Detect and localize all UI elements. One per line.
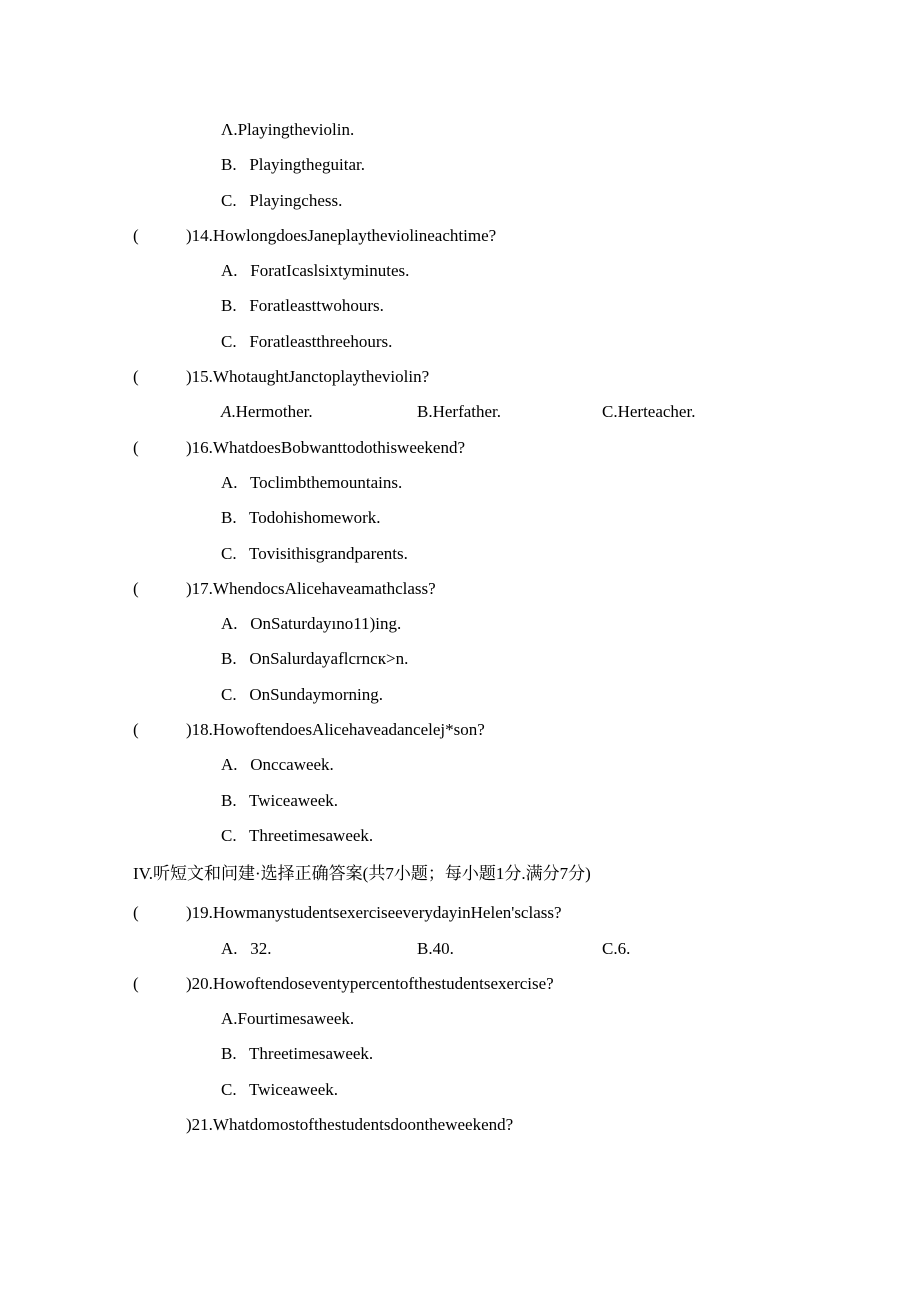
option-line	[0, 288, 920, 323]
option-text: B. Twiceaweek.	[221, 790, 338, 810]
exam-body	[0, 112, 920, 1142]
option-text: B. Threetimesaweek.	[221, 1044, 374, 1064]
option-text: A. Onccaweek.	[221, 755, 334, 775]
option-line	[0, 500, 920, 535]
option-text: A. Toclimbthemountains.	[221, 472, 403, 492]
option-text: B.40.	[417, 938, 454, 958]
option-text: B. Foratleasttwohours.	[221, 296, 384, 316]
option-text: A. ForatIcaslsixtyminutes.	[221, 261, 410, 281]
question-line	[0, 359, 920, 394]
option-row	[0, 394, 920, 429]
question-text: )14.HowlongdoesJaneplaytheviolineachtime?	[186, 225, 497, 245]
question-line	[0, 218, 920, 253]
option-line	[0, 183, 920, 218]
section-iv-header	[0, 853, 920, 895]
option-text: B.Herfather.	[417, 402, 502, 422]
question-line	[0, 430, 920, 465]
option-text: A. OnSaturdayıno11)ing.	[221, 614, 402, 634]
option-text: B. OnSalurdayaflcrnск>n.	[221, 649, 409, 669]
option-line	[0, 783, 920, 818]
question-text: )15.WhotaughtJanctoplaytheviolin?	[186, 367, 430, 387]
answer-blank-paren: (	[133, 973, 139, 993]
answer-blank-paren: (	[133, 225, 139, 245]
answer-blank-paren: (	[133, 720, 139, 740]
option-line	[0, 818, 920, 853]
question-text: )20.Howoftendoseventypercentofthestudentsexercise?	[186, 973, 554, 993]
option-line	[0, 324, 920, 359]
option-row	[0, 931, 920, 966]
option-line	[0, 606, 920, 641]
option-line	[0, 1036, 920, 1071]
question-text: )19.HowmanystudentsexerciseeverydayinHelen'sclass?	[186, 903, 562, 923]
option-line	[0, 253, 920, 288]
option-line	[0, 641, 920, 676]
section-header-text: IV.听短文和问建·选择正确答案(共7小题；每小题1分.满分7分)	[133, 864, 591, 884]
answer-blank-paren: (	[133, 437, 139, 457]
option-line	[0, 1072, 920, 1107]
answer-blank-paren: (	[133, 578, 139, 598]
option-line	[0, 536, 920, 571]
option-text: C.6.	[602, 938, 631, 958]
question-line	[0, 966, 920, 1001]
option-line	[0, 147, 920, 182]
option-text: C. Tovisithisgrandparents.	[221, 543, 408, 563]
question-line	[0, 895, 920, 930]
option-text: Λ.Playingtheviolin.	[221, 120, 355, 139]
option-text: C.Herteacher.	[602, 402, 696, 422]
option-text: B. Playingtheguitar.	[221, 155, 366, 175]
question-line	[0, 1107, 920, 1142]
option-text: C. Twiceaweek.	[221, 1079, 338, 1099]
option-text: C. Foratleastthreehours.	[221, 331, 393, 351]
question-line	[0, 712, 920, 747]
question-text: )18.HowoftendoesAlicehaveadancelej*son?	[186, 720, 485, 740]
option-text: A.Fourtimesaweek.	[221, 1009, 355, 1029]
option-line	[0, 677, 920, 712]
option-line	[0, 465, 920, 500]
option-line	[0, 1001, 920, 1036]
question-line	[0, 571, 920, 606]
option-text: C. Playingchess.	[221, 190, 343, 210]
option-text: B. Todohishomework.	[221, 508, 381, 528]
option-text: C. OnSundaymorning.	[221, 684, 383, 704]
question-text: )16.WhatdoesBobwanttodothisweekend?	[186, 437, 466, 457]
question-text: )21.Whatdomostofthestudentsdoontheweekend?	[186, 1115, 514, 1135]
option-text: C. Threetimesaweek.	[221, 825, 374, 845]
answer-blank-paren: (	[133, 367, 139, 387]
option-text: A.Hermother.	[221, 402, 313, 422]
option-line	[0, 112, 920, 147]
option-text: A. 32.	[221, 938, 272, 958]
option-line	[0, 747, 920, 782]
answer-blank-paren: (	[133, 903, 139, 923]
question-text: )17.WhendocsAlicehaveamathclass?	[186, 578, 436, 598]
